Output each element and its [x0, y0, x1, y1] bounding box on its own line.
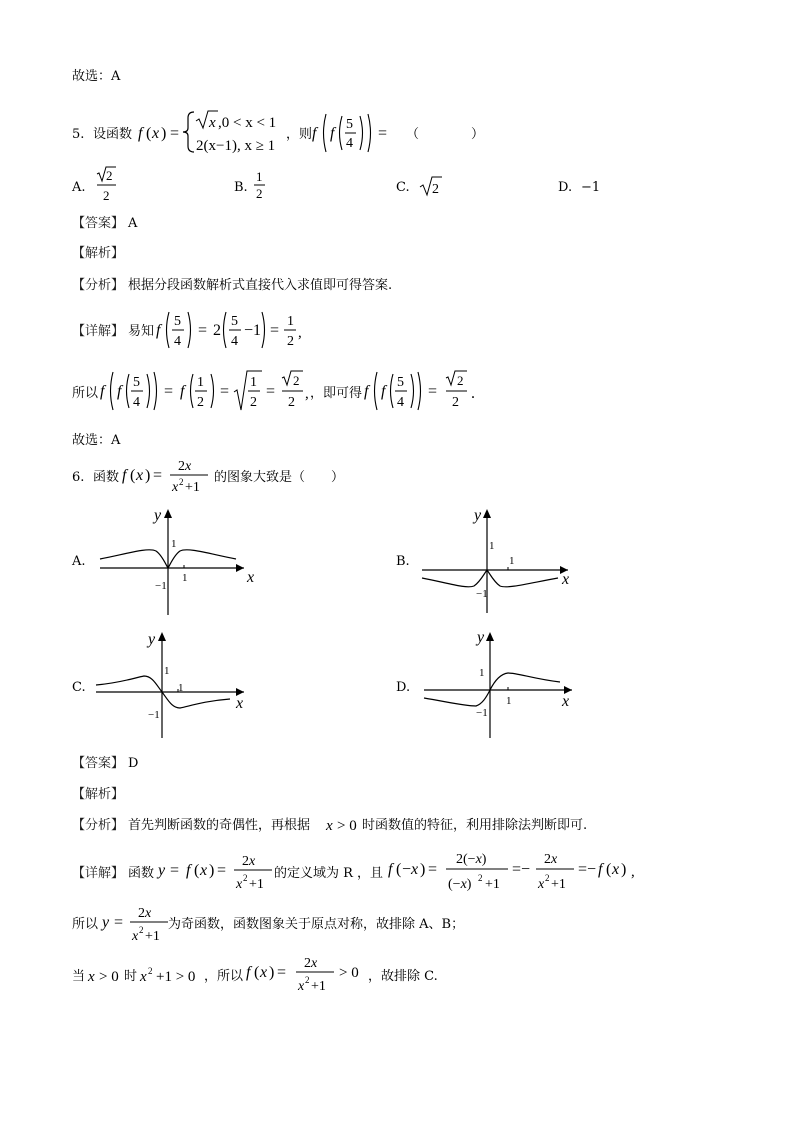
svg-text:+1: +1 — [249, 877, 264, 892]
svg-text:> 0: > 0 — [339, 965, 359, 981]
svg-text:=−: =− — [512, 861, 531, 878]
svg-text:2: 2 — [139, 925, 144, 935]
svg-text:y: y — [474, 507, 482, 524]
q6-option-c-letter: C. — [72, 680, 86, 695]
svg-text:2: 2 — [106, 168, 113, 183]
svg-text:f: f — [381, 383, 386, 400]
svg-text:5: 5 — [346, 117, 353, 132]
svg-text:x: x — [136, 467, 144, 484]
svg-text:y: y — [148, 631, 156, 648]
svg-text:5: 5 — [231, 314, 238, 329]
svg-text:2: 2 — [287, 334, 294, 349]
q6-stem-suffix: 的图象大致是（ ） — [214, 470, 345, 485]
svg-text:2: 2 — [478, 873, 483, 883]
svg-text:1: 1 — [178, 682, 184, 694]
svg-text:2: 2 — [148, 966, 153, 976]
q5-option-d-value: −1 — [581, 180, 601, 195]
svg-text:−1: −1 — [244, 322, 262, 339]
svg-text:+1: +1 — [485, 877, 500, 892]
svg-text:> 0: > 0 — [99, 969, 119, 985]
svg-text:4: 4 — [133, 395, 140, 410]
q5-piece1-cond: ,0 < x < 1 — [218, 115, 277, 131]
q5-line2-prefix: 所以 — [72, 386, 99, 401]
q5-fenxi-tag: 【分析】 — [72, 278, 125, 293]
q5-detail-eq3 — [364, 366, 484, 416]
q6-fenxi-tag: 【分析】 — [72, 818, 125, 833]
svg-text:(−x): (−x) — [448, 877, 472, 892]
svg-text:2: 2 — [197, 395, 204, 410]
q6-number: 6. — [72, 470, 85, 485]
q6-line3-mid2: ，所以 — [204, 969, 244, 984]
q5-blank: （ ） — [406, 127, 485, 142]
svg-text:5: 5 — [174, 314, 181, 329]
svg-text:f: f — [186, 862, 191, 879]
svg-text:=: = — [378, 125, 388, 142]
svg-text:): ) — [621, 861, 627, 878]
svg-text:): ) — [269, 964, 275, 981]
svg-text:x: x — [298, 979, 305, 994]
svg-text:f: f — [100, 383, 105, 400]
svg-text:,: , — [631, 864, 635, 880]
svg-text:.: . — [471, 385, 475, 402]
svg-text:2: 2 — [103, 188, 110, 203]
q6-line3-ineq — [138, 962, 208, 986]
svg-text:2x: 2x — [138, 906, 152, 921]
q5-choice: 故选：A — [72, 433, 121, 448]
q6-xiangjie-tag: 【详解】 — [72, 866, 125, 881]
q5-detail-eq2 — [100, 366, 336, 416]
svg-text:1: 1 — [171, 538, 177, 550]
q6-line2-suffix: 为奇函数，函数图象关于原点对称，故排除 A、B； — [168, 917, 465, 932]
svg-text:f: f — [330, 125, 335, 142]
svg-text:−1: −1 — [476, 588, 488, 600]
q5-answer-tag: 【答案】 — [72, 216, 125, 231]
svg-text:x: x — [236, 877, 243, 892]
q6-graph-a — [96, 505, 256, 615]
svg-text:y: y — [477, 629, 485, 646]
q5-option-a-letter: A. — [72, 180, 86, 195]
svg-text:+1: +1 — [311, 979, 326, 994]
svg-text:=: = — [217, 862, 227, 879]
svg-text:(: ( — [606, 861, 612, 878]
svg-text:2: 2 — [179, 477, 184, 487]
q5-stem-prefix: 设函数 — [93, 127, 133, 142]
svg-text:−1: −1 — [155, 580, 167, 592]
svg-text:2x: 2x — [304, 956, 318, 971]
svg-text:1: 1 — [182, 572, 188, 584]
q5-option-b-value — [252, 168, 268, 202]
svg-text:=: = — [428, 861, 438, 878]
svg-text:=: = — [153, 467, 163, 484]
q6-graph-d — [420, 628, 580, 740]
svg-text:2: 2 — [457, 373, 464, 388]
svg-text:=−: =− — [578, 861, 597, 878]
svg-text:,: , — [305, 386, 309, 402]
svg-text:=: = — [114, 914, 124, 931]
q5-detail-eq1 — [156, 306, 306, 354]
q5-option-c-letter: C. — [396, 180, 410, 195]
q6-fenxi-b: 时函数值的特征，利用排除法判断即可. — [362, 818, 588, 833]
q6-line3-cond — [86, 965, 126, 987]
svg-text:2: 2 — [545, 873, 550, 883]
svg-text:−1: −1 — [148, 709, 160, 721]
svg-text:(: ( — [130, 467, 136, 484]
svg-text:f: f — [122, 467, 127, 484]
svg-text:x: x — [200, 862, 208, 879]
q5-option-c-value — [418, 174, 444, 198]
svg-text:(: ( — [396, 861, 402, 878]
svg-text:> 0: > 0 — [337, 818, 357, 834]
svg-text:=: = — [428, 383, 438, 400]
q6-xiangjie-a: 函数 — [128, 866, 155, 881]
svg-text:f: f — [156, 322, 161, 339]
svg-text:2: 2 — [293, 373, 300, 388]
svg-text:): ) — [420, 861, 426, 878]
svg-text:x: x — [326, 818, 333, 834]
svg-text:f: f — [388, 861, 393, 878]
svg-text:=: = — [170, 862, 180, 879]
svg-text:=: = — [164, 383, 174, 400]
q6-detail-eq4 — [244, 950, 370, 996]
q6-option-a-letter: A. — [72, 554, 86, 569]
svg-text:x: x — [260, 964, 268, 981]
svg-text:f: f — [246, 964, 251, 981]
svg-text:=: = — [266, 383, 276, 400]
svg-text:4: 4 — [174, 334, 181, 349]
q6-answer: D — [128, 756, 139, 771]
svg-text:2: 2 — [432, 182, 439, 197]
q6-analysis-tag: 【解析】 — [72, 787, 125, 802]
q5-option-a-value — [94, 164, 120, 204]
svg-text:): ) — [209, 862, 215, 879]
svg-text:(: ( — [194, 862, 200, 879]
svg-text:−x: −x — [402, 861, 419, 878]
svg-text:4: 4 — [397, 395, 404, 410]
svg-text:f: f — [364, 383, 369, 400]
svg-text:x: x — [88, 969, 95, 985]
q6-line3-suffix: ，故排除 C. — [368, 969, 438, 984]
q5-option-b-letter: B. — [234, 180, 248, 195]
svg-text:=: = — [277, 964, 287, 981]
q5-nested-expr — [312, 108, 408, 158]
svg-text:1: 1 — [479, 667, 485, 679]
svg-text:,: , — [298, 325, 302, 341]
svg-text:2: 2 — [213, 322, 221, 339]
svg-text:=: = — [220, 383, 230, 400]
q6-detail-eq1 — [156, 848, 274, 894]
svg-text:5: 5 — [133, 375, 140, 390]
svg-text:y: y — [158, 862, 166, 879]
q5-piece2: 2(x−1), x ≥ 1 — [196, 138, 276, 154]
svg-text:x: x — [538, 877, 545, 892]
q6-xiangjie-b: 的定义域为 R ，且 — [274, 866, 384, 881]
svg-text:1: 1 — [164, 665, 170, 677]
svg-text:=: = — [270, 322, 280, 339]
q6-line2-prefix: 所以 — [72, 917, 99, 932]
svg-text:1: 1 — [506, 695, 512, 707]
svg-text:1: 1 — [197, 375, 204, 390]
svg-text:x: x — [152, 125, 160, 142]
q5-line2-mid: ，即可得 — [310, 386, 363, 401]
svg-text:(: ( — [146, 125, 152, 142]
q5-xiangjie-prefix: 易知 — [128, 324, 155, 339]
svg-text:x: x — [132, 929, 139, 944]
svg-text:y: y — [102, 914, 110, 931]
svg-text:2: 2 — [250, 395, 257, 410]
svg-text:1: 1 — [256, 169, 263, 184]
svg-text:f: f — [180, 383, 185, 400]
svg-text:): ) — [145, 467, 151, 484]
svg-text:y: y — [154, 507, 162, 524]
svg-text:=: = — [170, 125, 180, 142]
q6-graph-b — [418, 505, 578, 615]
svg-text:2x: 2x — [544, 852, 558, 867]
svg-text:2x: 2x — [178, 459, 192, 474]
svg-text:(: ( — [254, 964, 260, 981]
svg-text:1: 1 — [509, 555, 515, 567]
svg-text:f: f — [312, 125, 317, 142]
svg-text:2: 2 — [305, 975, 310, 985]
q6-fenxi-a: 首先判断函数的奇偶性，再根据 — [128, 818, 311, 833]
q5-analysis-tag: 【解析】 — [72, 246, 125, 261]
q6-option-d-letter: D. — [396, 680, 411, 695]
q5-answer: A — [128, 216, 138, 231]
q5-number: 5. — [72, 127, 85, 142]
svg-text:x: x — [247, 569, 255, 586]
q6-answer-tag: 【答案】 — [72, 756, 125, 771]
svg-text:x: x — [236, 695, 244, 712]
q6-line3-mid: 时 — [124, 969, 138, 984]
svg-text:x: x — [172, 480, 179, 495]
svg-text:1: 1 — [489, 540, 495, 552]
q6-option-b-letter: B. — [396, 554, 410, 569]
q5-stem-mid: ，则 — [286, 127, 313, 142]
q5-piece1-expr: x — [209, 115, 216, 131]
svg-text:+1 > 0: +1 > 0 — [156, 969, 196, 985]
q6-line3-prefix: 当 — [72, 969, 86, 984]
svg-text:f: f — [598, 861, 603, 878]
svg-text:x: x — [562, 693, 570, 710]
svg-text:x: x — [562, 571, 570, 588]
svg-text:2(−x): 2(−x) — [456, 852, 487, 867]
svg-text:+1: +1 — [185, 480, 200, 495]
q6-detail-eq2 — [386, 846, 640, 896]
svg-text:4: 4 — [346, 136, 353, 151]
svg-text:1: 1 — [250, 375, 257, 390]
q5-xiangjie-tag: 【详解】 — [72, 324, 125, 339]
q5-option-d-letter: D. — [558, 180, 573, 195]
q6-graph-c — [92, 628, 260, 740]
svg-text:−1: −1 — [476, 707, 488, 719]
svg-text:+1: +1 — [551, 877, 566, 892]
svg-text:=: = — [198, 322, 208, 339]
q6-stem-formula — [122, 456, 214, 496]
svg-text:x: x — [612, 861, 620, 878]
svg-text:2: 2 — [452, 395, 459, 410]
svg-text:4: 4 — [231, 334, 238, 349]
svg-text:2: 2 — [243, 873, 248, 883]
svg-text:f: f — [138, 125, 143, 142]
svg-text:5: 5 — [397, 375, 404, 390]
svg-text:2: 2 — [288, 395, 295, 410]
q5-fenxi-text: 根据分段函数解析式直接代入求值即可得答案. — [128, 278, 393, 293]
prev-choice-text: 故选：A — [72, 69, 121, 84]
svg-text:): ) — [161, 125, 167, 142]
svg-text:f: f — [117, 383, 122, 400]
q6-detail-eq3 — [100, 900, 170, 946]
svg-text:2: 2 — [256, 186, 263, 201]
svg-text:2x: 2x — [242, 854, 256, 869]
q6-stem-prefix: 函数 — [93, 470, 120, 485]
svg-text:1: 1 — [287, 314, 294, 329]
svg-text:+1: +1 — [145, 929, 160, 944]
svg-text:x: x — [140, 969, 147, 985]
